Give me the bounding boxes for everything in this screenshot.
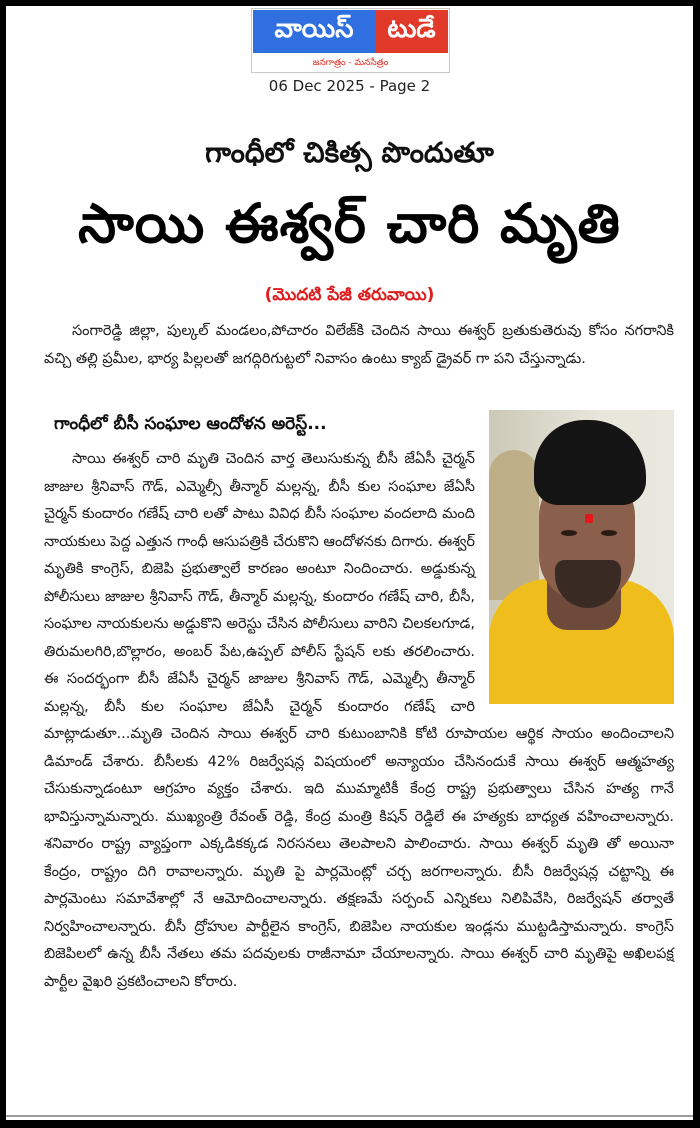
- article-subhead: గాంధీలో బీసీ సంఘాల ఆందోళన అరెస్ట్...: [54, 414, 327, 434]
- dateline: 06 Dec 2025 - Page 2: [268, 77, 431, 95]
- article-body: [44, 446, 674, 996]
- photo-eye-left: [561, 530, 577, 536]
- logo-red-block: టుడే: [375, 10, 448, 53]
- masthead-logo: [251, 8, 450, 73]
- article-kicker: గాంధీలో చికిత్స పొందుతూ: [205, 136, 494, 169]
- article-headline: సాయి ఈశ్వర్ చారి మృతి: [78, 192, 621, 255]
- continued-from-label: (మొదటి పేజీ తరువాయి): [264, 285, 435, 305]
- article-intro-paragraph: సంగారెడ్డి జిల్లా, పుల్కల్ మండలం,పోచారం విలేజ్‌కి చెందిన సాయి ఈశ్వర్ బ్రతుకుతెరువు కోసం నగరానికి వచ్చి తల్లి ప్రమీల, భార్య పిల్లలతో జగద్గిరిగుట్టలో నివాసం ఉంటు క్యాబ్ డ్రైవర్ గా పని చేస్తున్నాడు.: [44, 323, 674, 367]
- bottom-divider: [6, 1115, 693, 1117]
- photo-hair: [534, 420, 646, 505]
- article-photo: [489, 410, 674, 704]
- photo-wall-shadow: [489, 450, 539, 600]
- logo-banner: [253, 10, 448, 53]
- logo-blue-block: వాయిస్: [253, 10, 375, 53]
- newspaper-page: [6, 6, 693, 1120]
- photo-eye-right: [601, 530, 617, 536]
- photo-bindi: [585, 514, 593, 523]
- logo-tagline: జనగాత్రం - మనసేత్రం: [312, 58, 389, 68]
- article-body-paragraph: సాయి ఈశ్వర్ చారి మృతి చెందిన వార్త తెలుసుకున్న బీసీ జేఏసీ చైర్మన్ జాజుల శ్రీనివాస్ గౌడ్, ఎమ్మెల్సీ తీన్మార్ మల్లన్న, బీసీ కుల సంఘాల జేఏసీ చైర్మన్ కుందారం గణేష్ చారి లతో పాటు వివిధ బీసీ సంఘాల వందలాది మంది నాయకులు పెద్ద ఎత్తున గాంధీ ఆసుపత్రికి చేరుకొని ఆందోళనకు దిగారు. ఈశ్వర్ మృతికి కాంగ్రెస్, బిజెపి ప్రభుత్వాలే కారణం అంటూ నిందించారు. అడ్డుకున్న పోలీసులు జాజుల శ్రీనివాస్ గౌడ్, తీన్మార్ మల్లన్న, కుందారం గణేష్ చారి, బీసీ, సంఘాల నాయకులను అడ్డుకొని అరెస్టు చేసిన పోలీసులు వారిని చిలకలగూడ, తిరుమలగిరి,బొల్లారం, అంబర్ పేట,ఉప్పల్ పోలీస్ స్టేషన్ లకు తరలించారు. ఈ సందర్భంగా బీసీ జేఏసీ చైర్మన్ జాజుల శ్రీనివాస్ గౌడ్, ఎమ్మెల్సీ తీన్మార్ మల్లన్న, బీసీ కుల సంఘాల జేఏసీ చైర్మన్ కుందారం గణేష్ చారి మాట్లాడుతూ...మృతి చెందిన సాయి ఈశ్వర్ చారి కుటుంబానికి కోటి రూపాయల ఆర్థిక సాయం అందించాలని డిమాండ్ చేశారు. బీసీలకు 42% రిజర్వేషన్ల విషయంలో అన్యాయం చేసినందుకే సాయి ఈశ్వర్ ఆత్మహత్య చేసుకున్నాడంటూ ఆగ్రహం వ్యక్తం చేశారు. ఇది ముమ్మాటికీ కేంద్ర రాష్ట్ర ప్రభుత్వాలు చేసిన హత్య గానే భావిస్తున్నామన్నారు. ముఖ్యంత్రి రేవంత్ రెడ్డి, కేంద్ర మంత్రి కిషన్ రెడ్డిలే ఈ హత్యకు బాధ్యత వహించాలన్నారు. శనివారం రాష్ట్ర వ్యాప్తంగా ఎక్కడికక్కడ నిరసనలు తెలపాలని పాలించారు. సాయి ఈశ్వర్ మృతి తో అయినా కేంద్రం, రాష్ట్రం దిగి రావాలన్నారు. మృతి పై పార్లమెంట్లో చర్చ జరగాలన్నారు. బీసీ రిజర్వేషన్ల చట్టాన్ని ఈ పార్లమెంటు సమావేశాల్లో నే ఆమోదించాలన్నారు. తక్షణమే సర్పంచ్ ఎన్నికలు నిలిపివేసి, రిజర్వేషన్ తర్వాతే నిర్వహించాలన్నారు. బీసీ ద్రోహుల పార్టీలైన కాంగ్రెస్, బిజెపిల నాయకుల ఇండ్లను ముట్టడిస్తామన్నారు. కాంగ్రెస్ బిజెపిలలో ఉన్న బీసీ నేతలు తమ పదవులకు రాజీనామా చేయాలన్నారు. సాయి ఈశ్వర్ చారి మృతిపై అఖిలపక్ష పార్టీల వైఖరి ప్రకటించాలని కోరారు.: [44, 451, 674, 990]
